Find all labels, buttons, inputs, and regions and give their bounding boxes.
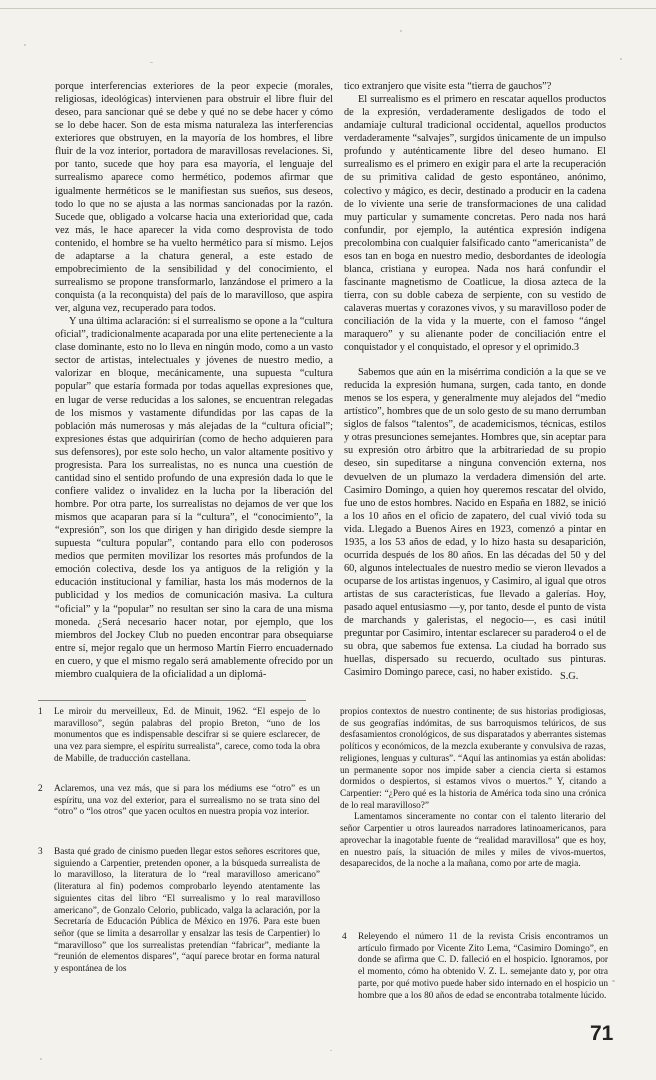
scan-edge-line [0, 8, 656, 9]
author-signature: S.G. [560, 671, 579, 682]
left-column [55, 80, 333, 681]
footnote-separator [38, 700, 306, 701]
footnote [38, 784, 320, 819]
print-speck [40, 1058, 42, 1060]
paragraph: porque interferencias exteriores de la peor expecie (morales, religiosas, ideológicas) intervienen para obstruir el libre fluir del deseo, para sancionar qué se debe y qué no se debe hacer y cómo se lo debe hacer. Son de esta misma naturaleza las interferencias exteriores que obstruyen, en la mayoría de los hombres, el libre fluir de la voz interior, portadora de maravillosas revelaciones. Si, por tanto, sucede que hoy para esa mayoría, el lenguaje del surrealismo aparece como hermético, podemos afirmar que igualmente herméticos se le manifiestan sus sueños, sus deseos, todo lo que no se ajusta a las normas sancionadas por la razón. Sucede que, obligado a volcarse hacia una exterioridad que, cada vez más, le hace aparecer la vida como desprovista de todo contenido, el hombre se ha vuelto hermético para sí mismo. Lejos de adaptarse a la chatura general, a este estado de empobrecimiento de la sensibilidad y del conocimiento, el surrealismo se propone transformarlo, lanzándose el primero a la conquista (a la reconquista) del país de lo maravilloso, que aspira ver, alguna vez, recuperado para todos. [55, 81, 333, 315]
footnote-number: 1 [38, 707, 43, 717]
footnote-text: Aclaremos, una vez más, que si para los médiums ese “otro” es un espíritu, una voz del exterior, para el surrealismo no se trata sino del “otro” o “los otros” que yacen ocultos en nuestra propia voz interior. [54, 784, 320, 818]
print-speck [400, 30, 402, 32]
right-column-top [344, 80, 606, 354]
paragraph: Sabemos que aún en la misérrima condición a la que se ve reducida la expresión humana, surgen, cada tanto, en donde menos se los espera, y generalmente muy alejados del “medio artístico”, hombres que de un solo gesto de su mano derrumban siglos de falsos “talentos”, de academicismos, técnicas, estilos y otras presunciones semejantes. Hombres que, sin aceptar para su expresión otro árbitro que la arbitrariedad de su propio deseo, sin supeditarse a ninguna convención externa, nos devuelven de un plumazo la verdadera dimensión del arte. Casimiro Domingo, a quien hoy queremos rescatar del olvido, fue uno de estos hombres. Nacido en España en 1882, se inició a los 10 años en el oficio de zapatero, del cual vivió toda su vida. Llegado a Buenos Aires en 1923, comenzó a pintar en 1935, a los 53 años de edad, y lo hizo hasta su desaparición, ocurrida después de los 80 años. En las décadas del 50 y del 60, algunos intelectuales de nuestro medio se vieron llevados a ocuparse de los artistas ingenuos, y Casimiro, al igual que otros artistas de sus características, fue llevado a galerías. Hoy, pasado aquel entusiasmo —y, por tanto, desde el punto de vista de marchands y galeristas, el negocio—, es casi inútil preguntar por Casimiro, intentar esclarecer su paradero4 o el de su obra, que sabemos fue extensa. La ciudad ha borrado sus huellas, dispersado su recuerdo, ocultado sus pinturas. Casimiro Domingo parece, casi, no haber existido. [344, 367, 606, 679]
print-speck [330, 1050, 332, 1051]
footnote [38, 847, 320, 976]
right-column-bottom [344, 366, 606, 680]
page-number: 71 [590, 1022, 614, 1045]
paragraph: tico extranjero que visite esta “tierra de gauchos”? [344, 81, 552, 92]
print-speck [150, 62, 153, 63]
footnote-number: 3 [38, 847, 43, 857]
footnote-text: Releyendo el número 11 de la revista Crisis encontramos un artículo firmado por Vicente Zito Lema, “Casimiro Domingo”, en donde se afirma que C. D. falleció en el hospicio. Ignoramos, por el momento, cómo ha obtenido V. Z. L. semejante dato y, por otra parte, por qué motivo puede haber sido internado en el hospicio un hombre que a los 80 años de edad se encontraba totalmente lúcido. [358, 932, 608, 1001]
print-speck [612, 980, 615, 982]
footnote-text: Basta qué grado de cinismo pueden llegar estos señores escritores que, siguiendo a Carpentier, pretenden oponer, a la búsqueda surrealista de lo maravilloso, la literatura de lo “real maravilloso americano” (literatura al fin) podemos comprobarlo leyendo atentamente las siguientes citas del libro “El surrealismo y lo real maravilloso americano”, de Gonzalo Celorio, publicado, valga la aclaración, por la Secretaría de Educación Pública de México en 1976. Para este buen señor (que se limita a desarrollar y ensalzar las tesis de Carpentier) lo “maravilloso” que los surrealistas pretendían “fabricar”, mediante la “reunión de elementos dispares”, “aquí parece brotar en forma natural y espontánea de los [54, 847, 320, 975]
footnote-text: Le miroir du merveilleux, Ed. de Minuit, 1962. “El espejo de lo maravilloso”, según palabras del propio Breton, “uno de los monumentos que es indispensable descifrar si se quiere esclarecer, de una vez para siempre, el espíritu surrealista”, carece, como toda la obra de Mabille, de traducción castellana. [54, 707, 320, 764]
paragraph: Y una última aclaración: si el surrealismo se opone a la “cultura oficial”, tradicionalmente acaparada por una elite perteneciente a la clase dominante, esto no lo lleva en ningún modo, como a un vasto sector de artistas, intelectuales y jóvenes de nuestro medio, a valorizar en bloque, mecánicamente, una supuesta “cultura popular” que estaría formada por todas aquellas expresiones que, en lugar de verse reducidas a los salones, se encuentran relegadas de los mismos y vastamente difundidas por las capas de la población más numerosas y más alejadas de la “cultura oficial”; expresiones éstas que adquirirían (como de hecho adquieren para sus defensores), por este solo hecho, un valor altamente positivo y progresista. Para los surrealistas, no es nunca una cuestión de cantidad sino el sentido profundo de una expresión dada lo que le confiere validez o invalidez en la lucha por la liberación del hombre. Por otra parte, los surrealistas no dejamos de ver que los mismos que acaparan para sí la “cultura”, el “conocimiento”, la “expresión”, son los que dirigen y han dirigido desde siempre la supuesta “cultura popular”, contando para ello con poderosos medios que permiten movilizar los resortes más profundos de la emoción colectiva, desde los ya antiguos de la religión y la educación institucional y familiar, hasta los más modernos de la publicidad y los medios de comunicación masiva. La cultura “oficial” y la “popular” no resultan ser sino la cara de una misma moneda. ¿Será necesario hacer notar, por ejemplo, que los miembros del Jockey Club no pueden encontrar para obsequiarse entre sí, mejor regalo que un hermoso Martín Fierro encuadernado en cuero, y que el mismo regalo será amablemente ofrecido por un miembro cualquiera de la oficialidad a un diplomá- [55, 316, 333, 680]
paragraph: El surrealismo es el primero en rescatar aquellos productos de la expresión, verdaderamente desligados de todo el andamiaje cultural tradicional occidental, aquellos productos verdaderamente “salvajes”, surgidos únicamente de un impulso profundo y auténticamente libre del deseo humano. El surrealismo es el primero en exigir para el arte la recuperación de su primitiva calidad de gesto espontáneo, anónimo, colectivo y mágico, es decir, destinado a producir en la cadena de lo viviente una serie de transformaciones de una calidad muy particular y sumamente concretas. Pero nada nos hará confundir, por ejemplo, la auténtica expresión indígena precolombina con cualquier falsificado canto “americanista” de esos tan en boga en nuestro medio, desbordantes de ideología blanca, cristiana y europea. Nada nos hará confundir el fascinante magnetismo de Coatlicue, la diosa azteca de la tierra, con su doble cabeza de serpiente, con su vestido de calaveras muertas y corazones vivos, y su maravilloso poder de conciliación de la vida y la muerte, con el famoso “ángel maraquero” y su alienante poder de conciliación entre el conquistador y el conquistado, el opresor y el oprimido.3 [344, 94, 606, 354]
footnote-number: 4 [342, 932, 347, 942]
print-speck [24, 44, 26, 46]
print-speck [620, 58, 622, 60]
footnote-number: 2 [38, 784, 43, 794]
paragraph: propios contextos de nuestro continente; de sus historias prodigiosas, de sus geografías indómitas, de sus barroquismos telúricos, de sus desfasamientos cronológicos, de sus disparatados y aberrantes sistemas políticos y económicos, de la mezcla exuberante y convulsiva de razas, religiones, lenguas y culturas”. “Aquí las antinomias ya están abolidas: un permanente sopor nos impide saber a ciencia cierta si estamos dormidos o despiertos, si estamos vivos o muertos.” Y, citando a Carpentier: “¿Pero qué es la historia de América toda sino una crónica de lo real maravilloso?” [340, 707, 606, 811]
footnote-continuation [340, 707, 606, 871]
footnote [342, 932, 608, 1002]
paragraph: Lamentamos sinceramente no contar con el talento literario del señor Carpentier u otros laureados narradores latinoamericanos, para aprovechar la inagotable fuente de “realidad maravillosa” que es hoy, en nuestro país, la situación de miles y miles de vivos-muertos, desaparecidos, de la noche a la mañana, como por arte de magia. [340, 812, 606, 870]
footnote [38, 707, 320, 766]
